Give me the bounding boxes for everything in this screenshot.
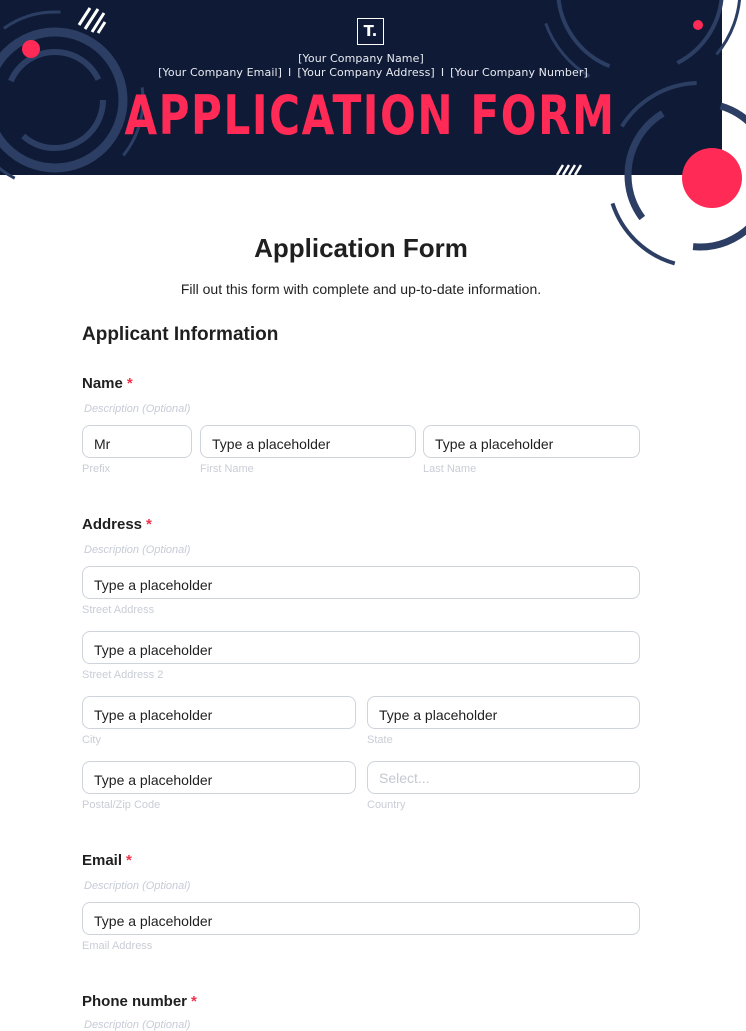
city-sublabel: City <box>82 734 101 746</box>
header-banner <box>0 0 722 175</box>
name-label-text: Name <box>82 375 123 392</box>
prefix-sublabel: Prefix <box>82 463 111 475</box>
postal-code-sublabel: Postal/Zip Code <box>82 799 161 811</box>
company-address: [Your Company Address] <box>297 66 435 79</box>
last-name-input[interactable] <box>423 425 640 458</box>
email-description: Description (Optional) <box>84 880 191 892</box>
country-sublabel: Country <box>367 799 406 811</box>
address-description: Description (Optional) <box>84 544 191 556</box>
email-sublabel: Email Address <box>82 940 153 952</box>
country-placeholder: Select... <box>379 769 430 786</box>
red-circle-bottom-right <box>682 148 742 208</box>
email-label-text: Email <box>82 852 123 869</box>
city-input[interactable] <box>82 696 356 729</box>
state-value: Type a placeholder <box>379 706 498 723</box>
company-name: [Your Company Name] <box>298 52 424 65</box>
street-address-sublabel: Street Address <box>82 604 155 616</box>
street-address-2-input[interactable] <box>82 631 640 664</box>
name-label <box>82 375 133 392</box>
prefix-value: Mr <box>94 435 111 452</box>
postal-code-input[interactable] <box>82 761 356 794</box>
separator: I <box>440 66 445 79</box>
form-title: Application Form <box>254 233 468 263</box>
section-title: Applicant Information <box>82 324 279 345</box>
street-address-input[interactable] <box>82 566 640 599</box>
postal-code-value: Type a placeholder <box>94 771 213 788</box>
first-name-input[interactable] <box>200 425 416 458</box>
red-dot-top-right <box>693 20 703 30</box>
banner-title: APPLICATION FORM <box>124 84 616 147</box>
address-label-text: Address <box>82 516 143 533</box>
first-name-value: Type a placeholder <box>212 435 331 452</box>
phone-label-text: Phone number <box>82 993 188 1010</box>
required-asterisk: * <box>191 993 197 1010</box>
separator: I <box>288 66 292 79</box>
company-number: [Your Company Number] <box>450 66 588 79</box>
company-contact-line <box>0 66 746 79</box>
phone-label <box>82 993 197 1010</box>
city-value: Type a placeholder <box>94 706 213 723</box>
email-input[interactable] <box>82 902 640 935</box>
first-name-sublabel: First Name <box>200 463 254 475</box>
phone-description: Description (Optional) <box>84 1019 191 1031</box>
required-asterisk: * <box>146 516 152 533</box>
company-email: [Your Company Email] <box>158 66 283 79</box>
last-name-sublabel: Last Name <box>423 463 477 475</box>
required-asterisk: * <box>126 852 132 869</box>
street-address-2-value: Type a placeholder <box>94 641 213 658</box>
country-select[interactable] <box>367 761 640 794</box>
email-label <box>82 852 132 869</box>
address-label <box>82 516 152 533</box>
street-address-2-sublabel: Street Address 2 <box>82 669 164 681</box>
required-asterisk: * <box>126 375 133 392</box>
email-value: Type a placeholder <box>94 912 213 929</box>
street-address-value: Type a placeholder <box>94 576 213 593</box>
state-input[interactable] <box>367 696 640 729</box>
last-name-value: Type a placeholder <box>435 435 554 452</box>
name-description: Description (Optional) <box>84 403 191 415</box>
state-sublabel: State <box>367 734 393 746</box>
prefix-input[interactable] <box>82 425 192 458</box>
form-subtitle: Fill out this form with complete and up-to-date information. <box>180 281 542 297</box>
company-logo: T. <box>357 18 384 45</box>
